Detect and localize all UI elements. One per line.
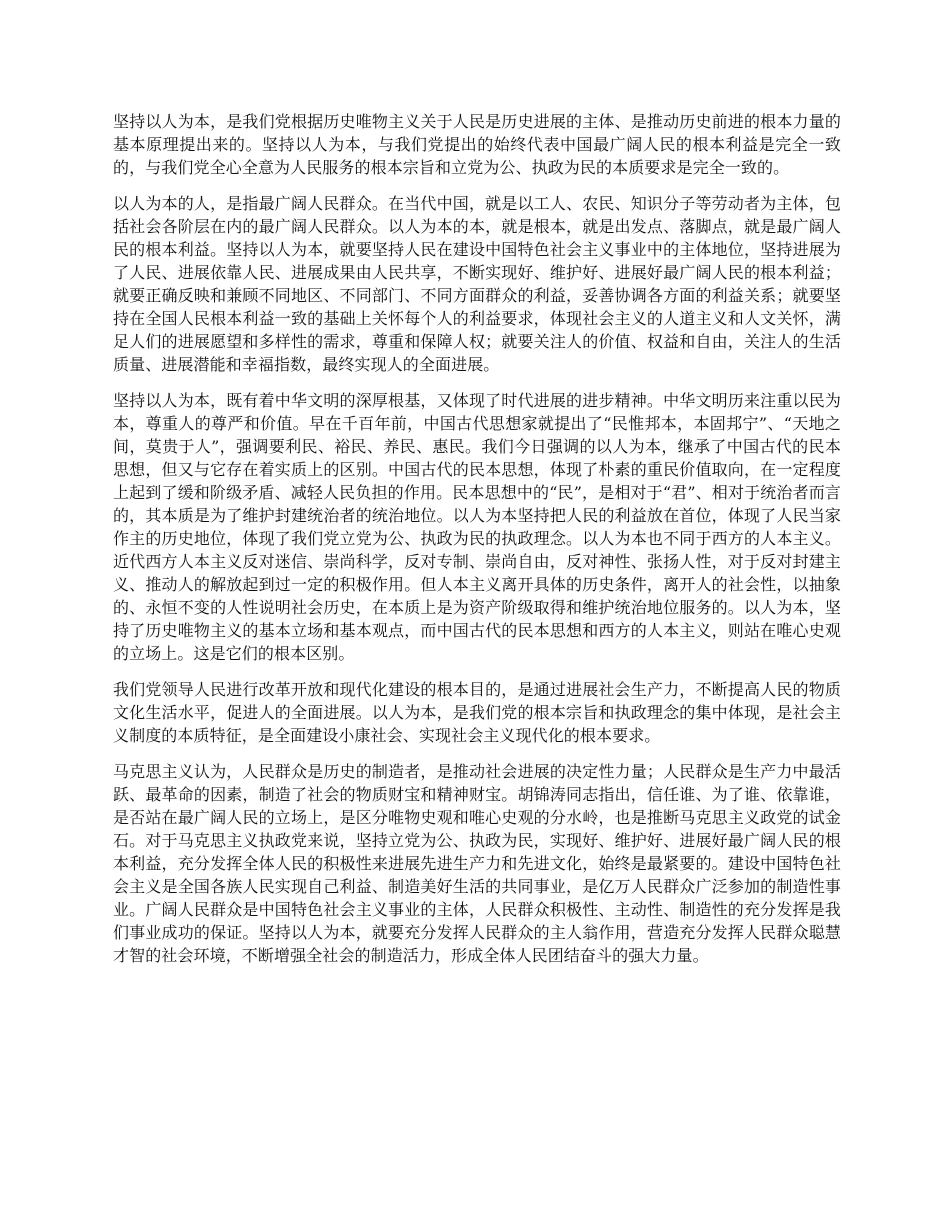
paragraph-3: 坚持以人为本，既有着中华文明的深厚根基，又体现了时代进展的进步精神。中华文明历来注重以民为本，尊重人的尊严和价值。早在千百年前，中国古代思想家就提出了“民惟邦本，本固邦宁”、“天地之间，莫贵于人”，强调要利民、裕民、养民、惠民。我们今日强调的以人为本，继承了中国古代的民本思想，但又与它存在着实质上的区别。中国古代的民本思想，体现了朴素的重民价值取向，在一定程度上起到了缓和阶级矛盾、减轻人民负担的作用。民本思想中的“民”，是相对于“君”、相对于统治者而言的，其本质是为了维护封建统治者的统治地位。以人为本坚持把人民的利益放在首位，体现了人民当家作主的历史地位，体现了我们党立党为公、执政为民的执政理念。以人为本也不同于西方的人本主义。近代西方人本主义反对迷信、崇尚科学，反对专制、崇尚自由，反对神性、张扬人性，对于反对封建主义、推动人的解放起到过一定的积极作用。但人本主义离开具体的历史条件，离开人的社会性，以抽象的、永恒不变的人性说明社会历史，在本质上是为资产阶级取得和维护统治地位服务的。以人为本，坚持了历史唯物主义的基本立场和基本观点，而中国古代的民本思想和西方的人本主义，则站在唯心史观的立场上。这是它们的根本区别。 — [113, 391, 841, 663]
paragraph-2: 以人为本的人，是指最广阔人民群众。在当代中国，就是以工人、农民、知识分子等劳动者为主体，包括社会各阶层在内的最广阔人民群众。以人为本的本，就是根本，就是出发点、落脚点，就是最广阔人民的根本利益。坚持以人为本，就要坚持人民在建设中国特色社会主义事业中的主体地位，坚持进展为了人民、进展依靠人民、进展成果由人民共享，不断实现好、维护好、进展好最广阔人民的根本利益；就要正确反映和兼顾不同地区、不同部门、不同方面群众的利益，妥善协调各方面的利益关系；就要坚持在全国人民根本利益一致的基础上关怀每个人的利益要求，体现社会主义的人道主义和人文关怀，满足人们的进展愿望和多样性的需求，尊重和保障人权；就要关注人的价值、权益和自由，关注人的生活质量、进展潜能和幸福指数，最终实现人的全面进展。 — [113, 194, 841, 374]
document-page — [113, 110, 841, 980]
paragraph-5: 马克思主义认为，人民群众是历史的制造者，是推动社会进展的决定性力量；人民群众是生产力中最活跃、最革命的因素，制造了社会的物质财宝和精神财宝。胡锦涛同志指出，信任谁、为了谁、依靠谁，是否站在最广阔人民的立场上，是区分唯物史观和唯心史观的分水岭，也是推断马克思主义政党的试金石。对于马克思主义执政党来说，坚持立党为公、执政为民，实现好、维护好、进展好最广阔人民的根本利益，充分发挥全体人民的积极性来进展先进生产力和先进文化，始终是最紧要的。建设中国特色社会主义是全国各族人民实现自己利益、制造美好生活的共同事业，是亿万人民群众广泛参加的制造性事业。广阔人民群众是中国特色社会主义事业的主体，人民群众积极性、主动性、制造性的充分发挥是我们事业成功的保证。坚持以人为本，就要充分发挥人民群众的主人翁作用，营造充分发挥人民群众聪慧才智的社会环境，不断增强全社会的制造活力，形成全体人民团结奋斗的强大力量。 — [113, 762, 841, 965]
paragraph-1: 坚持以人为本，是我们党根据历史唯物主义关于人民是历史进展的主体、是推动历史前进的根本力量的基本原理提出来的。坚持以人为本，与我们党提出的始终代表中国最广阔人民的根本利益是完全一致的，与我们党全心全意为人民服务的根本宗旨和立党为公、执政为民的本质要求是完全一致的。 — [113, 112, 841, 177]
paragraph-4: 我们党领导人民进行改革开放和现代化建设的根本目的，是通过进展社会生产力，不断提高人民的物质文化生活水平，促进人的全面进展。以人为本，是我们党的根本宗旨和执政理念的集中体现，是社会主义制度的本质特征，是全面建设小康社会、实现社会主义现代化的根本要求。 — [113, 680, 841, 745]
